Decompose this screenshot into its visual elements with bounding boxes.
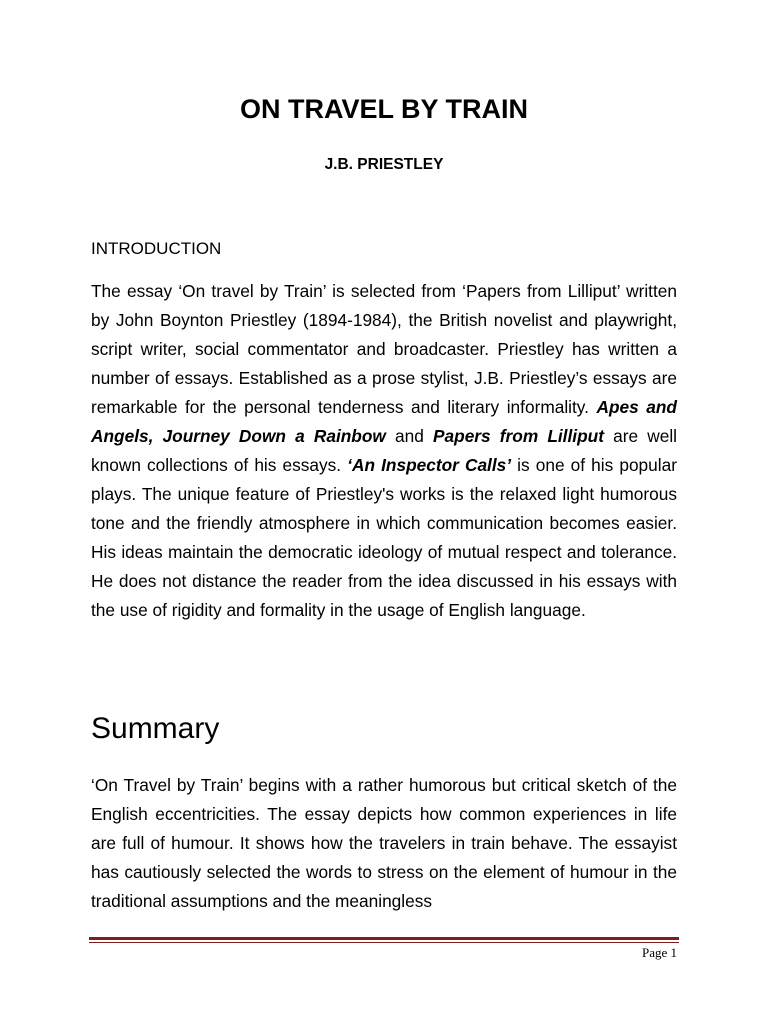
introduction-heading: INTRODUCTION	[91, 239, 222, 258]
page-number: Page 1	[641, 945, 677, 960]
summary-heading: Summary	[91, 712, 220, 745]
summary-paragraph: ‘On Travel by Train’ begins with a rather humorous but critical sketch of the English eccentricities. The essay depicts how common experiences in life are full of humour. It shows how the travelers in train behave. The essayist has cautiously selected the words to stress on the element of humour in the traditional assumptions and the meaningless	[91, 775, 677, 911]
bold-title-an-inspector-calls: ‘An Inspector Calls’	[347, 455, 512, 475]
bold-title-apes-and-angels: Apes and Angels, Journey Down a Rainbow	[91, 397, 677, 446]
introduction-paragraph	[91, 277, 677, 625]
footer-rule-thick	[89, 937, 679, 940]
footer-rule-thin	[89, 942, 679, 943]
author-name: J.B. PRIESTLEY	[324, 156, 444, 173]
intro-text-part-2: and	[385, 426, 433, 446]
intro-text-part-3: are well known collections of his essays.	[91, 426, 678, 475]
bold-title-papers-from-lilliput: Papers from Lilliput	[433, 426, 604, 446]
intro-text-part-1: The essay ‘On travel by Train’ is selected from ‘Papers from Lilliput’ written by John Boynton Priestley (1894-1984), the British novelist and playwright, script writer, social commentator and broadcaster. Priestley has written a number of essays. Established as a prose stylist, J.B. Priestley’s essays are remarkable for the personal tenderness and literary informality.	[91, 281, 677, 417]
intro-text-part-4: is one of his popular plays. The unique feature of Priestley's works is the relaxed light humorous tone and the friendly atmosphere in which communication becomes easier. His ideas maintain the democratic ideology of mutual respect and tolerance. He does not distance the reader from the idea discussed in his essays with the use of rigidity and formality in the usage of English language.	[91, 455, 677, 620]
document-title: ON TRAVEL BY TRAIN	[239, 94, 529, 124]
